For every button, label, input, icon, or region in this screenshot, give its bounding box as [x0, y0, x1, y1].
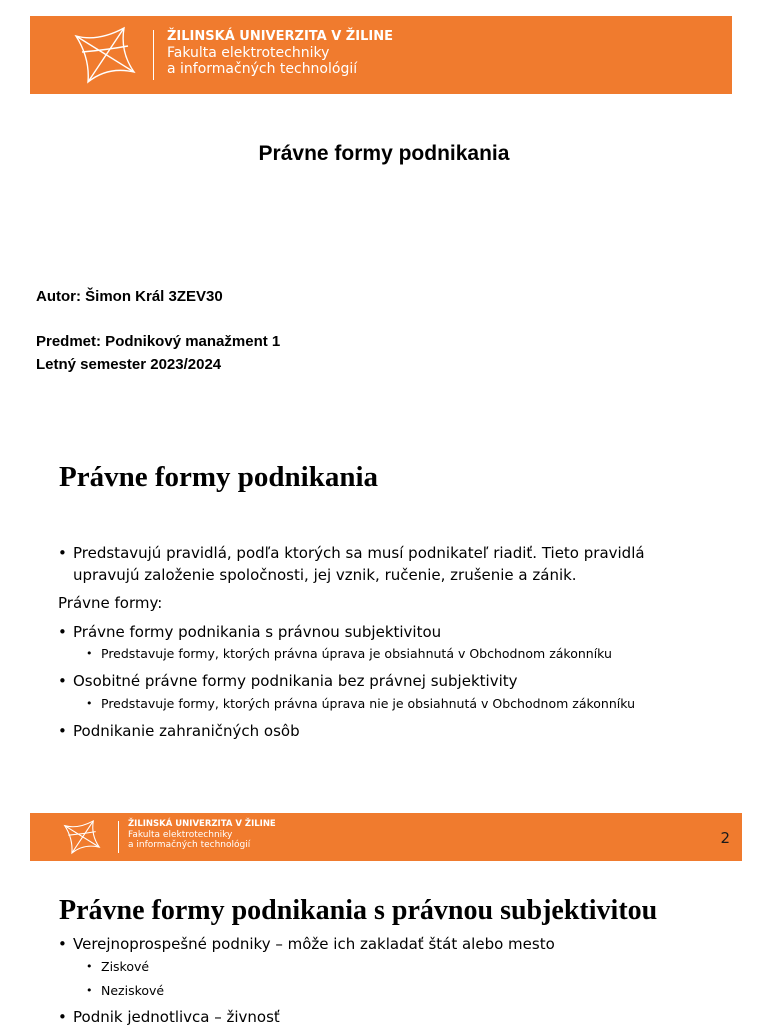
semester-text: Letný semester 2023/2024 — [36, 356, 222, 373]
footer-banner — [30, 813, 742, 861]
university-logo-icon — [60, 817, 104, 857]
bullet-text: Právne formy podnikania s právnou subjektivitou — [73, 623, 442, 641]
bullet-icon: • — [58, 672, 67, 690]
university-line1: ŽILINSKÁ UNIVERZITA V ŽILINE — [128, 819, 276, 829]
sub-bullet-text: Predstavuje formy, ktorých právna úprava nie je obsiahnutá v Obchodnom zákonníku — [101, 696, 636, 711]
bullet-text: Podnik jednotlivca – živnosť — [73, 1008, 280, 1026]
header-banner — [30, 16, 732, 94]
header-divider — [153, 30, 154, 80]
slide1-title: Právne formy podnikania — [258, 142, 510, 165]
bullet-icon: • — [58, 1008, 67, 1026]
bullet-icon: • — [86, 647, 93, 660]
slide3-title: Právne formy podnikania s právnou subjektivitou — [59, 895, 658, 926]
university-name — [167, 30, 393, 77]
faculty-line1: Fakulta elektrotechniky — [167, 44, 330, 61]
sub-bullet-text: Predstavuje formy, ktorých právna úprava je obsiahnutá v Obchodnom zákonníku — [101, 646, 612, 661]
footer-divider — [118, 821, 119, 853]
bullet-text: Verejnoprospešné podniky – môže ich zakladať štát alebo mesto — [73, 935, 555, 953]
bullet-icon: • — [86, 697, 93, 710]
bullet-icon: • — [58, 544, 67, 562]
author-text: Autor: Šimon Král 3ZEV30 — [36, 288, 223, 305]
bullet-text: Osobitné právne formy podnikania bez právnej subjektivity — [73, 672, 518, 690]
sub-bullet-text: Neziskové — [101, 983, 165, 998]
slide2-title: Právne formy podnikania — [59, 461, 379, 493]
bullet-icon: • — [58, 722, 67, 740]
university-logo-icon — [68, 22, 142, 88]
university-line1: ŽILINSKÁ UNIVERZITA V ŽILINE — [167, 29, 393, 44]
bullet-icon: • — [58, 935, 67, 953]
subject-text: Predmet: Podnikový manažment 1 — [36, 333, 281, 350]
bullet-icon: • — [58, 623, 67, 641]
university-name — [128, 820, 276, 850]
bullet-icon: • — [86, 984, 93, 997]
faculty-line2: a informačných technológií — [128, 840, 251, 851]
bullet-text: Predstavujú pravidlá, podľa ktorých sa musí podnikateľ riadiť. Tieto pravidlá — [73, 544, 645, 562]
faculty-line2: a informačných technológií — [167, 61, 358, 78]
bullet-text-continuation: upravujú založenie spoločnosti, jej vznik, ručenie, zrušenie a zánik. — [73, 566, 577, 584]
bullet-text: Podnikanie zahraničných osôb — [73, 722, 300, 740]
slide-number: 2 — [720, 829, 730, 847]
faculty-line1: Fakulta elektrotechniky — [128, 829, 233, 840]
sub-bullet-text: Ziskové — [101, 959, 150, 974]
bullet-icon: • — [86, 960, 93, 973]
plain-text: Právne formy: — [58, 594, 163, 612]
